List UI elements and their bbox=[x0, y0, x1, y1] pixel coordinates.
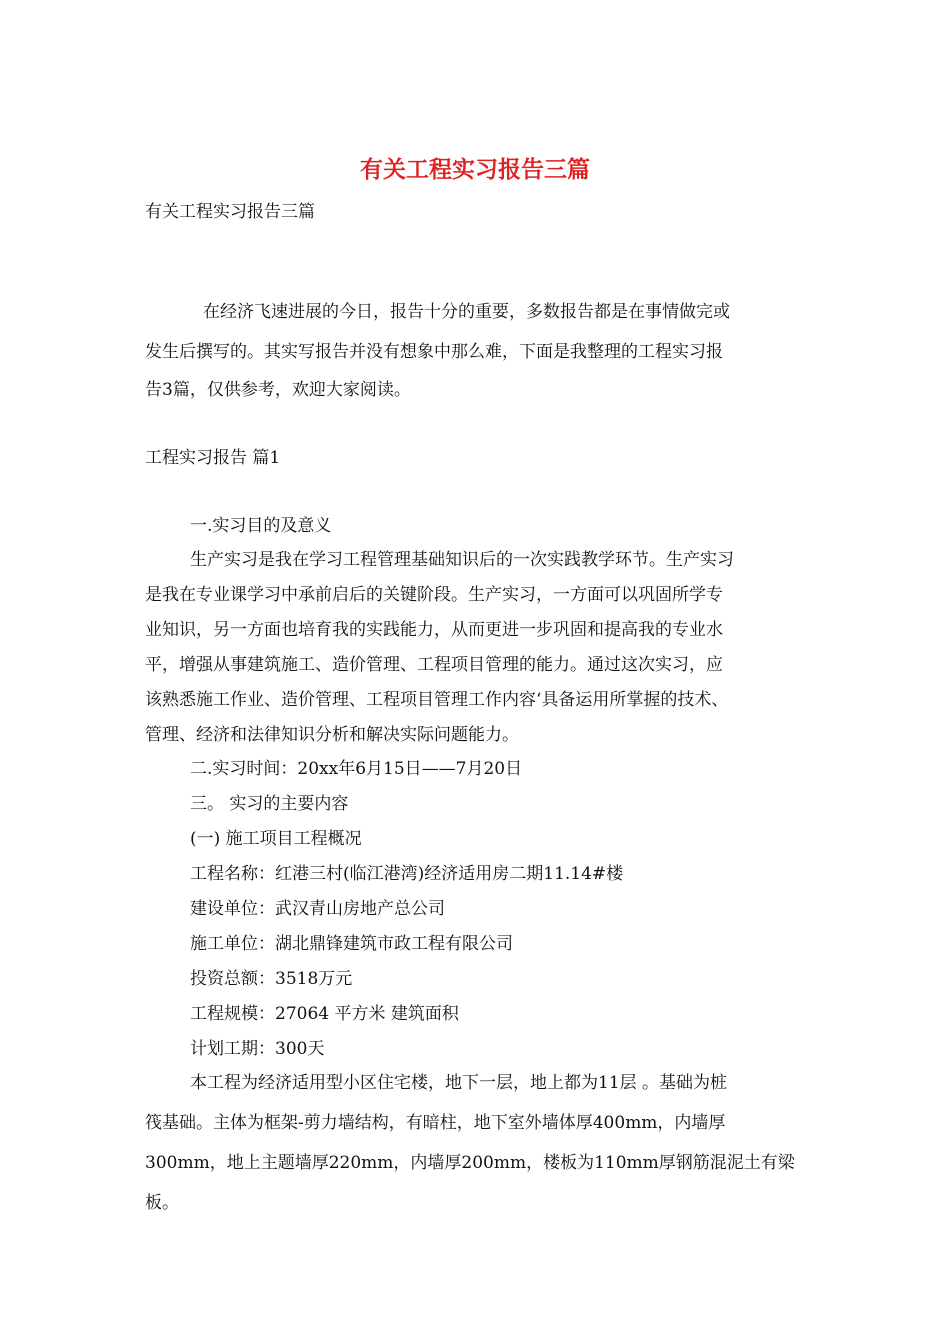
closing-line-4: 板。 bbox=[145, 1193, 179, 1213]
intro-line-2: 发生后撰写的。其实写报告并没有想象中那么难，下面是我整理的工程实习报 bbox=[145, 342, 723, 362]
part1-line-1: 生产实习是我在学习工程管理基础知识后的一次实践教学环节。生产实习 bbox=[190, 550, 734, 570]
document-subtitle: 有关工程实习报告三篇 bbox=[145, 202, 315, 222]
fact-duration: 计划工期：300天 bbox=[190, 1039, 325, 1059]
part2-line: 二.实习时间：20xx年6月15日——7月20日 bbox=[190, 759, 523, 779]
part1-line-5: 该熟悉施工作业、造价管理、工程项目管理工作内容‘具备运用所掌握的技术、 bbox=[145, 690, 729, 710]
part1-heading: 一.实习目的及意义 bbox=[190, 516, 332, 536]
closing-line-2: 筏基础。主体为框架-剪力墙结构，有暗柱，地下室外墙体厚400mm，内墙厚 bbox=[145, 1113, 726, 1133]
closing-line-1: 本工程为经济适用型小区住宅楼，地下一层，地上都为11层 。基础为桩 bbox=[190, 1073, 728, 1093]
part3-line: 三。 实习的主要内容 bbox=[190, 794, 349, 814]
intro-line-1: 在经济飞速进展的今日，报告十分的重要，多数报告都是在事情做完或 bbox=[203, 302, 730, 322]
fact-scale: 工程规模：27064 平方米 建筑面积 bbox=[190, 1004, 459, 1024]
part1-line-3: 业知识，另一方面也培育我的实践能力，从而更进一步巩固和提高我的专业水 bbox=[145, 620, 723, 640]
subsection-heading: (一) 施工项目工程概况 bbox=[190, 829, 362, 849]
part1-line-4: 平，增强从事建筑施工、造价管理、工程项目管理的能力。通过这次实习，应 bbox=[145, 655, 723, 675]
part1-line-6: 管理、经济和法律知识分析和解决实际问题能力。 bbox=[145, 725, 519, 745]
part1-line-2: 是我在专业课学习中承前启后的关键阶段。生产实习，一方面可以巩固所学专 bbox=[145, 585, 723, 605]
section-heading: 工程实习报告 篇1 bbox=[145, 448, 281, 468]
fact-project-name: 工程名称：红港三村(临江港湾)经济适用房二期11.14#楼 bbox=[190, 864, 624, 884]
fact-investment: 投资总额：3518万元 bbox=[190, 969, 353, 989]
intro-line-3: 告3篇，仅供参考，欢迎大家阅读。 bbox=[145, 380, 411, 400]
fact-developer: 建设单位：武汉青山房地产总公司 bbox=[190, 899, 445, 919]
fact-contractor: 施工单位：湖北鼎锋建筑市政工程有限公司 bbox=[190, 934, 513, 954]
document-title: 有关工程实习报告三篇 bbox=[360, 156, 590, 183]
closing-line-3: 300mm，地上主题墙厚220mm，内墙厚200mm，楼板为110mm厚钢筋混泥土有梁 bbox=[145, 1153, 795, 1173]
